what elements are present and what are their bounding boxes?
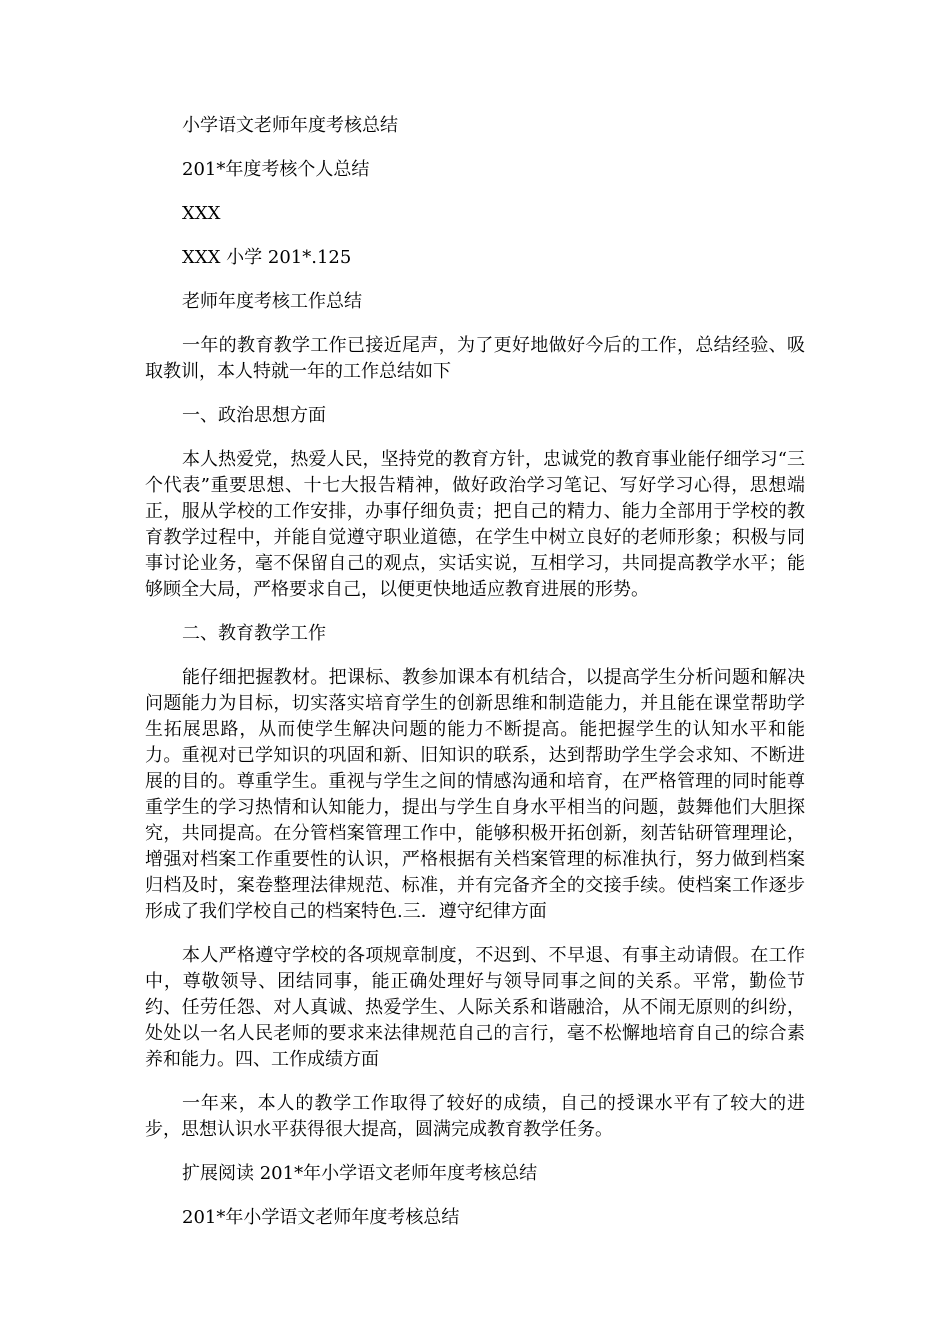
author-name: XXX <box>182 203 221 224</box>
document-body <box>145 113 805 1249</box>
teaching-paragraph: 能仔细把握教材。把课标、教参加课本有机结合，以提高学生分析问题和解决问题能力为目标，切实落实培育学生的创新思维和制造能力，并且能在课堂帮助学生拓展思路，从而使学生解决问题的能力不断提高。能把握学生的认知水平和能力。重视对已学知识的巩固和新、旧知识的联系，达到帮助学生学会求知、不断进展的目的。尊重学生。重视与学生之间的情感沟通和培育，在严格管理的同时能尊重学生的学习热情和认知能力，提出与学生自身水平相当的问题，鼓舞他们大胆探究，共同提高。在分管档案管理工作中，能够积极开拓创新，刻苦钻研管理理论，增强对档案工作重要性的认识，严格根据有关档案管理的标准执行，努力做到档案归档及时，案卷整理法律规范、标准，并有完备齐全的交接手续。使档案工作逐步形成了我们学校自己的档案特色.三．遵守纪律方面 <box>145 667 805 922</box>
extended-reading-title: 201*年小学语文老师年度考核总结 <box>182 1207 460 1228</box>
document-title: 小学语文老师年度考核总结 <box>182 115 398 136</box>
section-heading: 老师年度考核工作总结 <box>182 291 362 312</box>
extended-reading-heading: 扩展阅读 201*年小学语文老师年度考核总结 <box>182 1163 538 1184</box>
politics-paragraph: 本人热爱党，热爱人民，坚持党的教育方针，忠诚党的教育事业能仔细学习“三个代表”重要思想、十七大报告精神，做好政治学习笔记、写好学习心得，思想端正，服从学校的工作安排，办事仔细负责；把自己的精力、能力全部用于学校的教育教学过程中，并能自觉遵守职业道德，在学生中树立良好的老师形象；积极与同事讨论业务，毫不保留自己的观点，实话实说，互相学习，共同提高教学水平；能够顾全大局，严格要求自己，以便更快地适应教育进展的形势。 <box>145 449 805 600</box>
author-school-date: XXX 小学 201*.125 <box>182 247 352 268</box>
discipline-paragraph: 本人严格遵守学校的各项规章制度，不迟到、不早退、有事主动请假。在工作中，尊敬领导、团结同事，能正确处理好与领导同事之间的关系。平常，勤俭节约、任劳任怨、对人真诚、热爱学生、人际关系和谐融洽，从不闹无原则的纠纷，处处以一名人民老师的要求来法律规范自己的言行，毫不松懈地培育自己的综合素养和能力。四、工作成绩方面 <box>145 945 805 1070</box>
achievement-paragraph: 一年来，本人的教学工作取得了较好的成绩，自己的授课水平有了较大的进步，思想认识水平获得很大提高，圆满完成教育教学任务。 <box>145 1093 805 1140</box>
section-heading-politics: 一、政治思想方面 <box>182 405 326 426</box>
intro-paragraph: 一年的教育教学工作已接近尾声，为了更好地做好今后的工作，总结经验、吸取教训，本人特就一年的工作总结如下 <box>145 335 805 382</box>
section-heading-teaching: 二、教育教学工作 <box>182 623 326 644</box>
document-subtitle: 201*年度考核个人总结 <box>182 159 370 180</box>
